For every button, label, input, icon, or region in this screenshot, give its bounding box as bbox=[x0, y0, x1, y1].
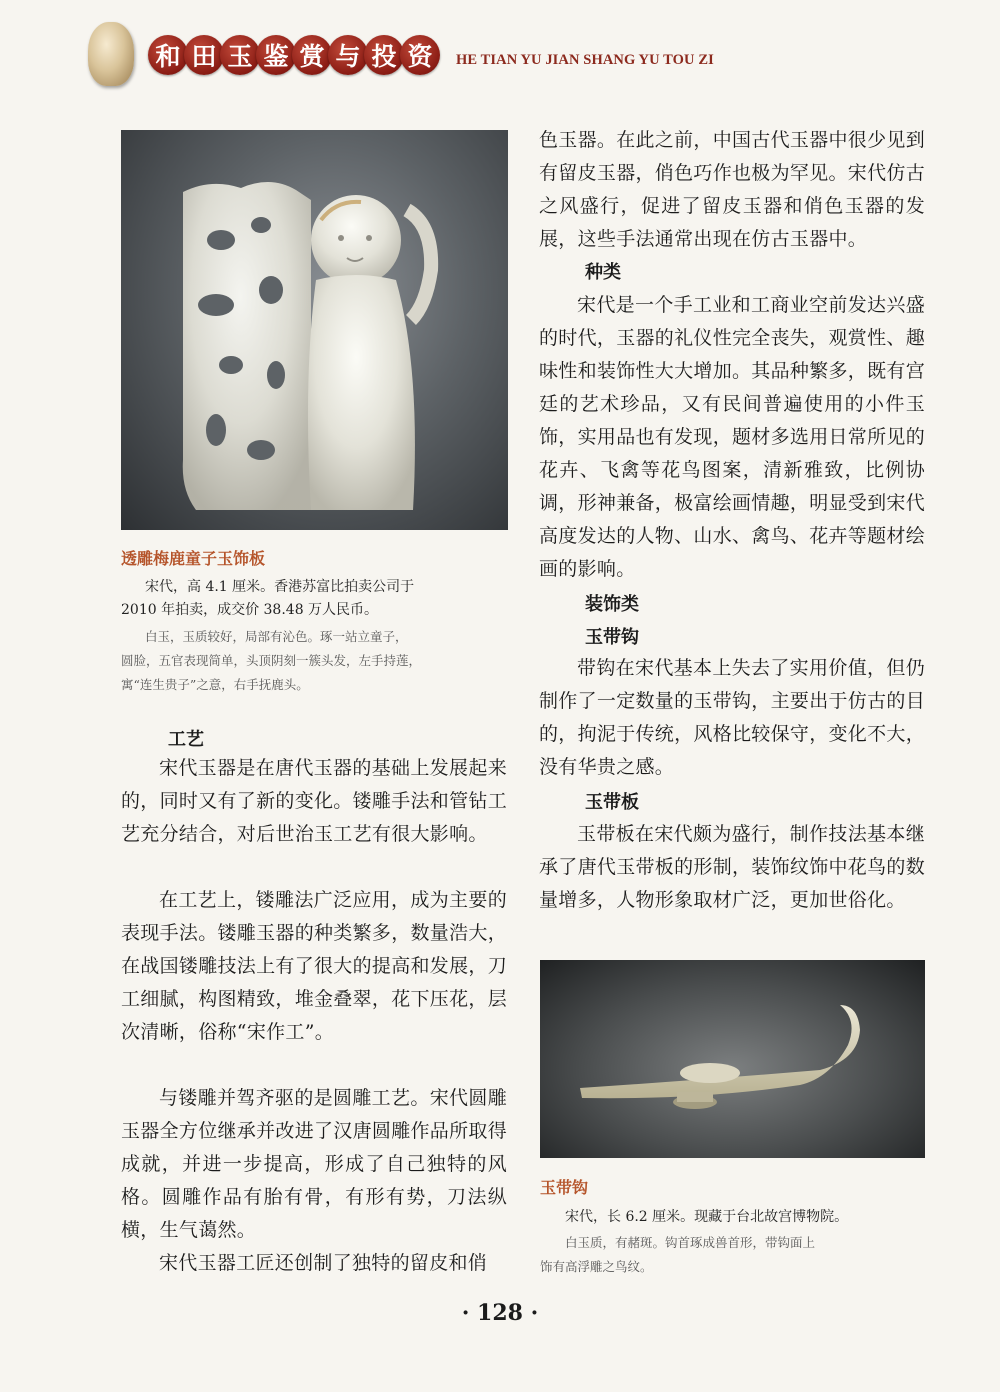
figure2-description-line: 白玉质，有赭斑。钩首琢成兽首形，带钩面上 bbox=[565, 1235, 816, 1250]
figure1-caption-line: 2010 年拍卖，成交价 38.48 万人民币。 bbox=[121, 602, 379, 618]
figure1-description-line: 寓“连生贵子”之意，右手抚鹿头。 bbox=[121, 677, 309, 692]
figure2-caption-title: 玉带钩 bbox=[540, 1178, 589, 1197]
page-number: · 128 · bbox=[461, 1300, 539, 1326]
jade-pendant-logo bbox=[88, 22, 134, 86]
book-title-pinyin: HE TIAN YU JIAN SHANG YU TOU ZI bbox=[456, 52, 714, 68]
title-char: 鉴 bbox=[256, 35, 296, 75]
title-char: 赏 bbox=[292, 35, 332, 75]
title-char: 玉 bbox=[220, 35, 260, 75]
subheading-belt-plaque: 玉带板 bbox=[585, 792, 639, 813]
figure2-description-line: 饰有高浮雕之鸟纹。 bbox=[540, 1259, 653, 1274]
belt-hook-illustration bbox=[540, 960, 925, 1158]
belt-hook-paragraph: 带钩在宋代基本上失去了实用价值，但仍制作了一定数量的玉带钩，主要出于仿古的目的，拘泥于传统，风格比较保守，变化不大，没有华贵之感。 bbox=[539, 657, 926, 778]
continued-paragraph: 色玉器。在此之前，中国古代玉器中很少见到有留皮玉器，俏色巧作也极为罕见。宋代仿古之风盛行，促进了留皮玉器和俏色玉器的发展，这些手法通常出现在仿古玉器中。 bbox=[539, 129, 926, 250]
belt-hook-photo bbox=[540, 960, 925, 1158]
craft-paragraph-3: 与镂雕并驾齐驱的是圆雕工艺。宋代圆雕玉器全方位继承并改进了汉唐圆雕作品所取得成就，并进一步提高，形成了自己独特的风格。圆雕作品有胎有骨，有形有势，刀法纵横，生气蔼然。 bbox=[121, 1087, 508, 1241]
craft-paragraph-4: 宋代玉器工匠还创制了独特的留皮和俏 bbox=[159, 1252, 488, 1274]
belt-plaque-paragraph: 玉带板在宋代颇为盛行，制作技法基本继承了唐代玉带板的形制，装饰纹饰中花鸟的数量增多，人物形象取材广泛，更加世俗化。 bbox=[539, 823, 926, 911]
figure1-description-line: 白玉，玉质较好，局部有沁色。琢一站立童子， bbox=[145, 629, 408, 644]
figure1-description-line: 圆脸，五官表现简单，头顶阴刻一簇头发，左手持莲， bbox=[121, 653, 422, 668]
title-char: 田 bbox=[184, 35, 224, 75]
book-title bbox=[148, 35, 436, 75]
craft-paragraph-2: 在工艺上，镂雕法广泛应用，成为主要的表现手法。镂雕玉器的种类繁多，数量浩大，在战国镂雕技法上有了很大的提高和发展，刀工细腻，构图精致，堆金叠翠，花下压花，层次清晰，俗称“宋作工”。 bbox=[121, 889, 508, 1043]
title-char: 和 bbox=[148, 35, 188, 75]
craft-paragraph-1: 宋代玉器是在唐代玉器的基础上发展起来的，同时又有了新的变化。镂雕手法和管钻工艺充分结合，对后世治玉工艺有很大影响。 bbox=[121, 757, 508, 845]
section-heading-decoration: 装饰类 bbox=[585, 594, 639, 615]
title-char: 投 bbox=[364, 35, 404, 75]
jade-plaque-photo bbox=[121, 130, 508, 530]
figure1-caption-line: 宋代，高 4.1 厘米。香港苏富比拍卖公司于 bbox=[145, 579, 415, 595]
title-char: 资 bbox=[400, 35, 440, 75]
subheading-belt-hook: 玉带钩 bbox=[585, 627, 639, 648]
types-paragraph: 宋代是一个手工业和工商业空前发达兴盛的时代，玉器的礼仪性完全丧失，观赏性、趣味性和装饰性大大增加。其品种繁多，既有宫廷的艺术珍品，又有民间普遍使用的小件玉饰，实用品也有发现，题材多选用日常所见的花卉、飞禽等花鸟图案，清新雅致，比例协调，形神兼备，极富绘画情趣，明显受到宋代高度发达的人物、山水、禽鸟、花卉等题材绘画的影响。 bbox=[539, 294, 926, 580]
page-header bbox=[0, 0, 1000, 100]
figure2-caption-line: 宋代，长 6.2 厘米。现藏于台北故宫博物院。 bbox=[565, 1209, 849, 1225]
figure1-caption-title: 透雕梅鹿童子玉饰板 bbox=[121, 549, 266, 568]
title-char: 与 bbox=[328, 35, 368, 75]
jade-plaque-illustration bbox=[121, 130, 508, 530]
section-heading-types: 种类 bbox=[585, 262, 621, 283]
section-heading-craft: 工艺 bbox=[168, 729, 204, 750]
